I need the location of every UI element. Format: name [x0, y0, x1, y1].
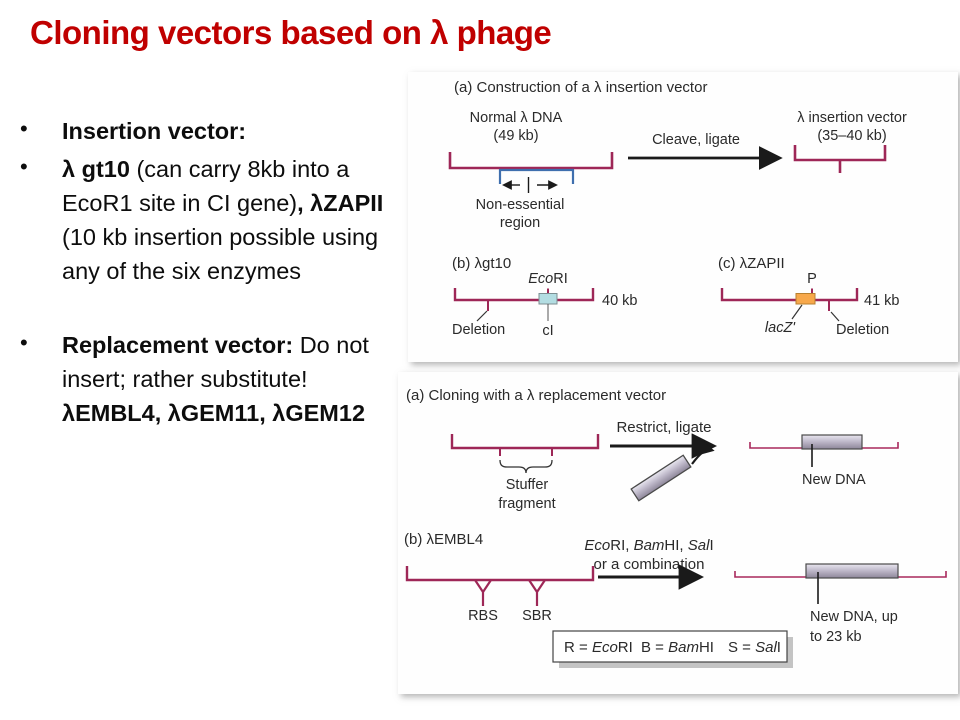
bullet-text: Replacement vector: Do not insert; rather substitute! λEMBL4, λGEM11, λGEM12: [62, 332, 369, 427]
bullet-icon: •: [20, 154, 28, 180]
normal-lambda-dna-size: (49 kb): [493, 128, 539, 144]
stuffer-label-2: fragment: [498, 496, 556, 512]
non-essential-label-2: region: [499, 215, 541, 231]
bullet-icon: •: [20, 116, 28, 141]
zapii-deletion-label: Deletion: [836, 322, 890, 338]
legend-s: S = SalI: [728, 639, 781, 656]
bullet-icon: •: [20, 330, 28, 356]
lacz-gene-box: [796, 294, 815, 305]
non-essential-span-arrows: [504, 177, 556, 193]
bullet-lambda-gt10: [16, 152, 402, 288]
p-label: P: [807, 271, 817, 287]
bullet-replacement-vector: [16, 328, 402, 430]
sbr-label: SBR: [522, 608, 552, 624]
figure-replacement-vector: [398, 372, 958, 694]
legend-b: B = BamHI: [641, 639, 714, 656]
enzymes-label: EcoRI, BamHI, SalI: [584, 537, 714, 554]
new-dna-label-b2: to 23 kb: [810, 629, 862, 645]
sbr-site-mark: [529, 580, 545, 606]
new-dna-label-b1: New DNA, up: [810, 609, 898, 625]
embl4-bracket: [407, 566, 593, 580]
lacz-pointer: [792, 305, 802, 319]
ecori-label: EcoRI: [528, 271, 568, 287]
figure-insertion-vector: [408, 72, 958, 362]
non-essential-label-1: Non-essential: [475, 197, 565, 213]
stuffer-label-1: Stuffer: [505, 477, 549, 493]
insertion-vector-size: (35–40 kb): [817, 128, 887, 144]
gt10-deletion-pointer: [477, 311, 487, 321]
panel-c-caption: (c) λZAPII: [718, 255, 785, 272]
zapii-size-label: 41 kb: [864, 293, 900, 309]
zapii-map-line: [722, 288, 857, 300]
lacz-label: lacZ': [764, 320, 796, 336]
bullet-text: λ gt10 (can carry 8kb into a EcoR1 site in CI gene), λZAPII (10 kb insertion possible using any of the six enzymes: [62, 156, 384, 285]
bullet-insertion-vector: [16, 114, 402, 148]
normal-lambda-dna-label: Normal λ DNA: [469, 110, 563, 126]
insert-curved-arrow: [692, 450, 711, 464]
new-dna-box-b: [806, 564, 898, 578]
ci-gene-box: [539, 294, 557, 305]
restrict-ligate-label: Restrict, ligate: [616, 419, 712, 436]
panel-b-caption: (b) λgt10: [452, 255, 512, 272]
rbs-label: RBS: [468, 608, 498, 624]
panel-a-caption: (a) Cloning with a λ replacement vector: [406, 387, 667, 404]
stuffer-brace: [500, 460, 552, 473]
legend-r: R = EcoRI: [564, 639, 633, 656]
bullet-list: [16, 114, 402, 435]
lambda-dna-bracket: [450, 152, 612, 168]
non-essential-region-bracket: [500, 170, 573, 184]
gt10-deletion-label: Deletion: [452, 322, 506, 338]
enzymes-label-2: or a combination: [593, 556, 705, 573]
panel-b-caption: (b) λEMBL4: [404, 531, 484, 548]
figure-insertion-vector-svg: [408, 72, 958, 362]
rbs-site-mark: [475, 580, 491, 606]
figure-replacement-vector-svg: [398, 372, 958, 694]
bullet-text: Insertion vector:: [62, 118, 247, 144]
insert-dna-fragment: [631, 455, 691, 501]
gt10-map-line: [455, 288, 593, 300]
new-dna-box-a: [802, 435, 862, 449]
replacement-vector-bracket: [452, 434, 598, 448]
ci-label: cI: [542, 323, 554, 339]
zapii-deletion-pointer: [831, 312, 839, 321]
insertion-vector-label: λ insertion vector: [797, 110, 907, 126]
page-title: Cloning vectors based on λ phage: [30, 14, 552, 51]
gt10-size-label: 40 kb: [602, 293, 638, 309]
insertion-vector-bracket: [795, 145, 885, 173]
new-dna-label-a: New DNA: [802, 472, 866, 488]
panel-a-caption: (a) Construction of a λ insertion vector: [454, 79, 708, 96]
cleave-ligate-label: Cleave, ligate: [652, 132, 740, 148]
